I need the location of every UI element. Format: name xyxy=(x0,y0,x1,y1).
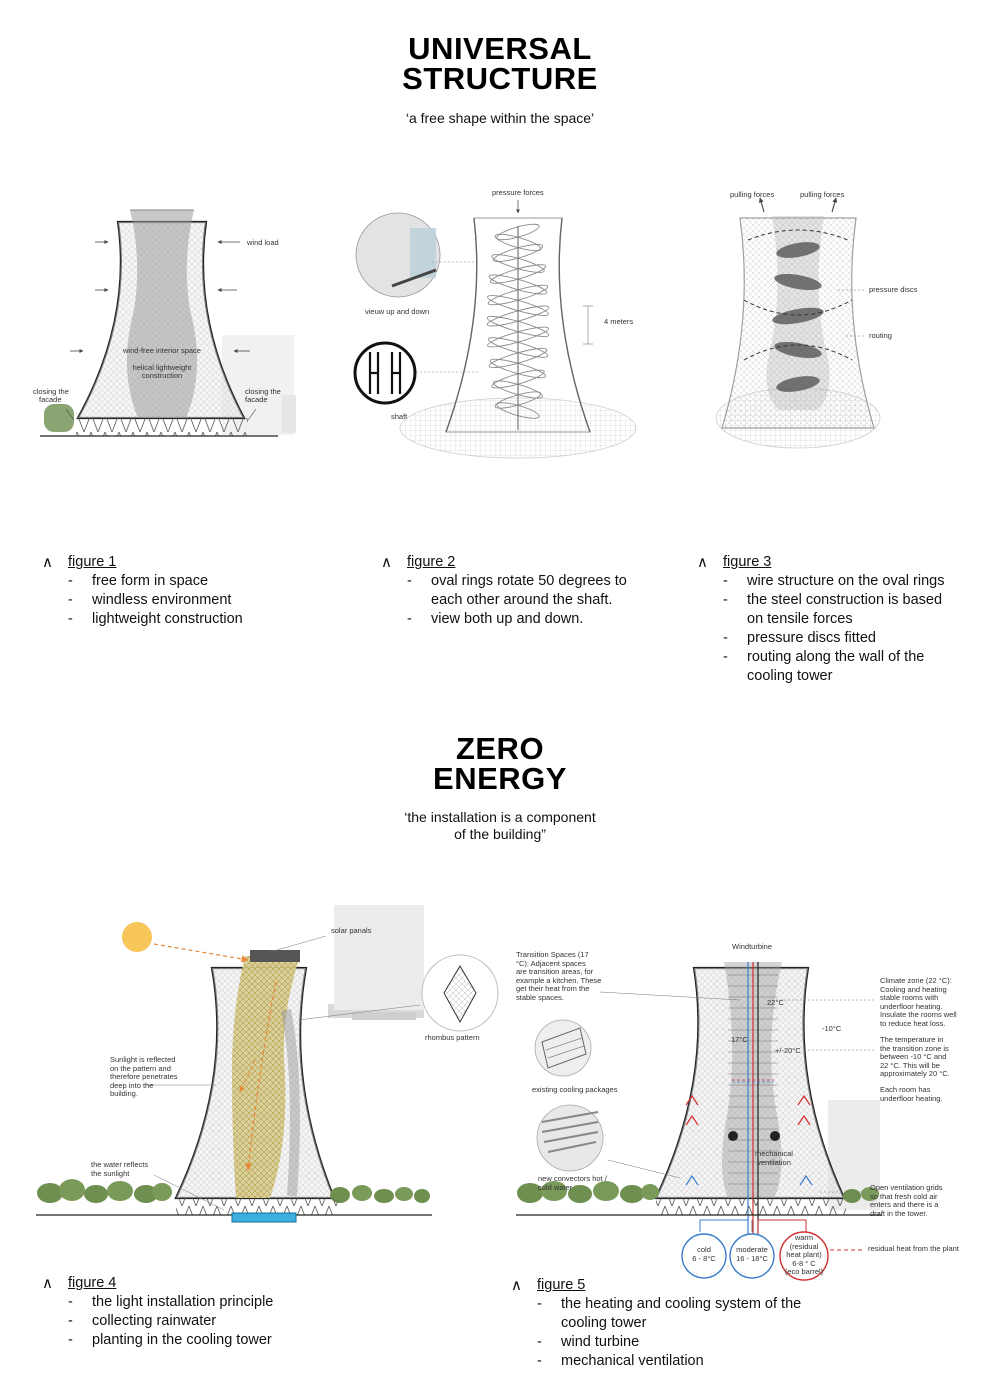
bullet-item: - routing along the wall of the xyxy=(697,648,997,667)
figure-label: figure 4 xyxy=(68,1275,117,1291)
bullet-item: - the light installation principle xyxy=(42,1293,342,1312)
solar-panels xyxy=(250,950,300,962)
closing-facade-left-1: closing the xyxy=(33,387,69,396)
bullet-item: - the heating and cooling system of the xyxy=(511,1295,831,1314)
bullet-item: - oval rings rotate 50 degrees to xyxy=(381,572,681,591)
figure-2-caption xyxy=(381,553,681,629)
pulling-forces-left: pulling forces xyxy=(730,190,775,199)
bullet-item: cooling tower xyxy=(561,1315,647,1331)
bullet-item: - lightweight construction xyxy=(42,610,332,629)
temp-17-label: 17°C xyxy=(731,1035,748,1044)
background-building xyxy=(334,905,424,1010)
water-label: the water reflects the sunlight xyxy=(91,1160,149,1178)
caret-up-icon: ∧ xyxy=(381,554,392,571)
figure-3-drawing xyxy=(716,198,880,448)
bullet-item: - pressure discs fitted xyxy=(697,629,997,648)
view-label: vieuw up and down xyxy=(365,307,430,316)
temp-22-label: 22°C xyxy=(767,998,784,1007)
sun-icon xyxy=(122,922,152,952)
closing-facade-right-2: facade xyxy=(245,395,268,404)
routing-label: routing xyxy=(869,331,892,340)
interior-helix xyxy=(127,210,197,418)
temp-minus10-label: -10°C xyxy=(822,1024,842,1033)
bullet-item: - wind turbine xyxy=(511,1333,831,1352)
windturbine-label: Windturbine xyxy=(732,942,773,951)
caret-up-icon: ∧ xyxy=(42,554,53,571)
bullet-item: - windless environment xyxy=(42,591,332,610)
transition-spaces-label: Transition Spaces (17 °C): Adjacent spaces are transition areas, for example a kitchen. These get their heat from the stable spaces. xyxy=(516,950,602,1002)
caret-up-icon: ∧ xyxy=(697,554,708,571)
section2-subtitle-line1: ‘the installation is a component xyxy=(404,809,596,825)
section-subtitle: ‘a free shape within the space’ xyxy=(405,110,595,126)
section-title-line1: UNIVERSAL xyxy=(408,31,592,66)
section2-title-line1: ZERO xyxy=(455,731,545,766)
pressure-discs-label: pressure discs xyxy=(869,285,918,294)
figure-label: figure 3 xyxy=(723,554,772,570)
mechanical-ventilation-label: mechanical ventilation xyxy=(755,1149,793,1167)
bullet-item: - planting in the cooling tower xyxy=(42,1331,342,1350)
bullet-item: - view both up and down. xyxy=(381,610,681,629)
section2-title-line2: ENERGY xyxy=(433,761,567,796)
convectors-label: new convectors hot / cold water xyxy=(538,1174,607,1192)
figure-4-caption xyxy=(42,1274,342,1350)
shaft-detail-circle xyxy=(355,343,415,403)
sunlight-label: Sunlight is reflected on the pattern and therefore penetrates deep into the building. xyxy=(110,1055,178,1098)
moderate-label: moderate 16 - 18°C xyxy=(736,1245,768,1263)
temperature-label: The temperature in the transition zone is between -10 °C and 22 °C. This will be approximately 20 °C. xyxy=(880,1035,950,1078)
figure-label: figure 5 xyxy=(537,1277,586,1293)
tree-icon xyxy=(44,404,74,432)
bullet-item: - collecting rainwater xyxy=(42,1312,342,1331)
bullet-item: - free form in space xyxy=(42,572,332,591)
rainwater-basin xyxy=(232,1213,296,1222)
open-ventilation-label: Open ventilation grids so that fresh cold air enters and there is a draft in the tower. xyxy=(870,1183,943,1218)
existing-cooling-label: existing cooling packages xyxy=(532,1085,618,1094)
pressure-forces-label: pressure forces xyxy=(492,188,544,197)
closing-facade-left-2: facade xyxy=(39,395,62,404)
bullet-item: - the steel construction is based xyxy=(697,591,997,610)
rhombus-label: rhombus pattern xyxy=(425,1033,480,1042)
each-room-label: Each room has underfloor heating. xyxy=(880,1085,943,1103)
bullet-item: each other around the shaft. xyxy=(431,592,613,608)
figure-3-caption xyxy=(697,553,997,686)
helical-label-1: helical lightweight xyxy=(132,363,192,372)
wind-load-label: wind load xyxy=(247,238,279,247)
bullet-item: - wire structure on the oval rings xyxy=(697,572,997,591)
figure-5-caption xyxy=(511,1276,831,1371)
bullet-item: on tensile forces xyxy=(747,611,853,627)
residual-heat-label: residual heat from the plant xyxy=(868,1244,959,1253)
warm-label: warm (residual heat plant) 6-8 ° C (eco barrel) xyxy=(784,1233,824,1276)
caret-up-icon: ∧ xyxy=(42,1275,53,1292)
solar-panels-label: solar panals xyxy=(331,926,372,935)
cold-label: cold 6 - 8°C xyxy=(692,1245,716,1263)
pulling-forces-right: pulling forces xyxy=(800,190,845,199)
helical-label-2: construction xyxy=(141,371,183,380)
climate-zone-label: Climate zone (22 °C): Cooling and heating stable rooms with underfloor heating. Insulate the rooms well to reduce heat loss. xyxy=(880,976,957,1028)
shaft-label: shaft xyxy=(391,412,408,421)
tower-base-truss xyxy=(76,418,248,436)
bullet-item: cooling tower xyxy=(747,668,833,684)
section-title-line2: STRUCTURE xyxy=(402,61,598,96)
figure-label: figure 2 xyxy=(407,554,456,570)
caret-up-icon: ∧ xyxy=(511,1277,522,1294)
figure-label: figure 1 xyxy=(68,554,117,570)
interior-space-label: wind-free interior space xyxy=(123,346,201,355)
temp-20-label: +/-20°C xyxy=(775,1046,801,1055)
closing-facade-right-1: closing the xyxy=(245,387,281,396)
bullet-item: - mechanical ventilation xyxy=(511,1352,831,1371)
meters-label: 4 meters xyxy=(604,317,634,326)
figure-1-caption xyxy=(42,553,332,629)
figure-5-drawing xyxy=(516,962,882,1280)
section2-subtitle-line2: of the building” xyxy=(454,826,546,842)
